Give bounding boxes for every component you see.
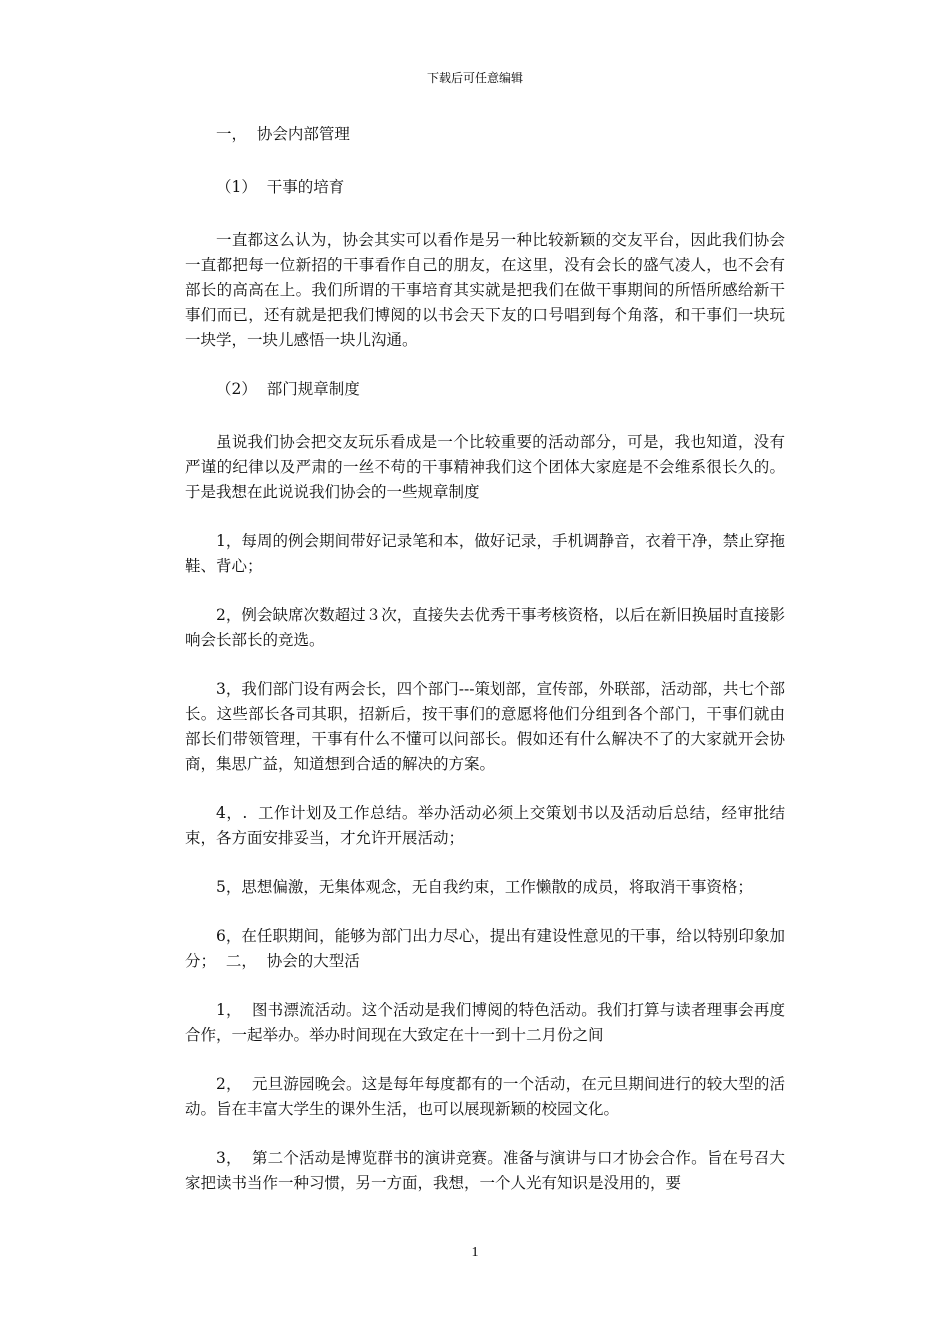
activity-item: 3， 第二个活动是博览群书的演讲竞赛。准备与演讲与口才协会合作。旨在号召大家把读书当作一种习惯，另一方面，我想，一个人光有知识是没用的，要 xyxy=(185,1149,785,1192)
activity-item: 1， 图书漂流活动。这个活动是我们博阅的特色活动。我们打算与读者理事会再度合作，一起举办。举办时间现在大致定在十一到十二月份之间 xyxy=(185,1001,785,1044)
rule-item: 2，例会缺席次数超过３次，直接失去优秀干事考核资格，以后在新旧换届时直接影响会长部长的竞选。 xyxy=(185,606,785,649)
page-header: 下载后可任意编辑 xyxy=(426,71,523,85)
section-heading-1: 一， 协会内部管理 xyxy=(216,125,350,143)
paragraph: 一直都这么认为，协会其实可以看作是另一种比较新颖的交友平台，因此我们协会一直都把每一位新招的干事看作自己的朋友，在这里，没有会长的盛气凌人，也不会有部长的高高在上。我们所谓的干事培育其实就是把我们在做干事期间的所悟所感给新干事们而已，还有就是把我们博阅的以书会天下友的口号唱到每个角落，和干事们一块玩一块学，一块儿感悟一块儿沟通。 xyxy=(185,231,785,349)
rule-item: 3，我们部门设有两会长，四个部门---策划部，宣传部，外联部，活动部，共七个部长。这些部长各司其职，招新后，按干事们的意愿将他们分组到各个部门，干事们就由部长们带领管理，干事有什么不懂可以问部长。假如还有什么解决不了的大家就开会协商，集思广益，知道想到合适的解决的方案。 xyxy=(185,680,785,773)
rule-item: 1，每周的例会期间带好记录笔和本，做好记录，手机调静音，衣着干净，禁止穿拖鞋、背心； xyxy=(185,532,785,575)
activity-item: 2， 元旦游园晚会。这是每年每度都有的一个活动，在元旦期间进行的较大型的活动。旨在丰富大学生的课外生活，也可以展现新颖的校园文化。 xyxy=(185,1075,785,1118)
rule-item: 6，在任职期间，能够为部门出力尽心，提出有建设性意见的干事，给以特别印象加分； 二， 协会的大型活 xyxy=(185,927,785,970)
subsection-heading-1: （1） 干事的培育 xyxy=(216,178,345,196)
rule-item: 4，. 工作计划及工作总结。举办活动必须上交策划书以及活动后总结，经审批结束，各方面安排妥当，才允许开展活动； xyxy=(185,804,785,847)
page-number: 1 xyxy=(471,1245,479,1260)
document-body xyxy=(185,122,785,1220)
paragraph: 虽说我们协会把交友玩乐看成是一个比较重要的活动部分，可是，我也知道，没有严谨的纪律以及严肃的一丝不苟的干事精神我们这个团体大家庭是不会维系很长久的。于是我想在此说说我们协会的一些规章制度 xyxy=(185,433,785,501)
rule-item: 5，思想偏激，无集体观念，无自我约束，工作懒散的成员，将取消干事资格； xyxy=(216,878,753,896)
subsection-heading-2: （2） 部门规章制度 xyxy=(216,380,360,398)
